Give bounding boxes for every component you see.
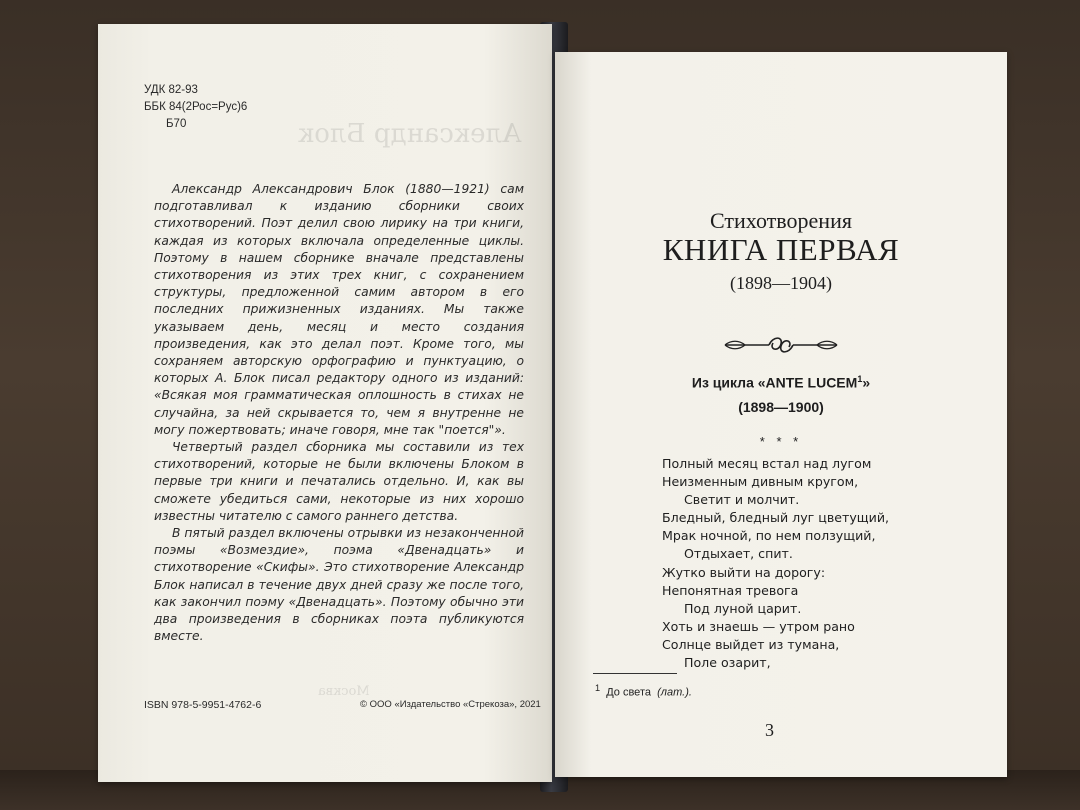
footnote-ref: 1 (857, 374, 863, 384)
footnote-mark: 1 (595, 683, 601, 693)
left-page: Александр Блок Москва УДК 82-93 ББК 84(2Рос=Рус)6 Б70 Александр Александрович Блок (1880—1921) сам подготавливал к изданию сборники своих стихотворений. Поэт делил свою лирику на три книги, каждая из которых включала определенные циклы. Поэтому в нашем сборнике вначале представлены стихотворения из этих трех книг, с сохранением структуры, предложенной самим автором в его последних прижизненных изданиях. Мы также указываем день, месяц и место создания произведения, как это делал поэт. Кроме того, мы сохраняем авторскую орфографию и пунктуацию, о которых А. Блок писал редактору одного из изданий: «Всякая моя грамматическая оплошность в стихах не случайна, за ней скрывается то, чем я внутренне не могу пожертвовать; иначе говоря, мне так "поется"». Четвертый раздел сборника мы составили из тех стихотворений, которые не были включены Блоком в первые три книги и печатались отдельно. И, как вы сможете убедиться сами, некоторые из них хорошо известны читателю с самого раннего детства. В пятый раздел включены отрывки из незаконченной поэмы «Возмездие», поэма «Двенадцать» и стихотворение «Скифы». Это стихотворение Александр Блок написал в течение двух дней сразу же после того, как закончил поэму «Двенадцать». Поэтому обычно эти два произведения в сборниках поэта публикуются вместе. ISBN 978-5-9951-4762-6 © ООО «Издательство «Стрекоза», 2021 (98, 24, 552, 782)
book-part-title: КНИГА ПЕРВАЯ (662, 232, 900, 267)
footnote (595, 683, 692, 699)
right-page (555, 52, 1007, 777)
poem-line: Неизменным дивным кругом, (662, 474, 859, 490)
isbn: ISBN 978-5-9951-4762-6 (144, 699, 262, 711)
page-number: 3 (765, 720, 774, 740)
footnote-language: (лат.). (657, 686, 692, 699)
book-title: Стихотворения (710, 208, 852, 233)
cycle-title-close: » (862, 374, 871, 391)
cycle-title-text: Из цикла «ANTE LUCEM (691, 374, 858, 391)
poem-line: Под луной царит. (684, 600, 802, 616)
poem-line: Поле озарит, (684, 655, 771, 671)
intro-paragraph: Александр Александрович Блок (1880—1921) сам подготавливал к изданию сборники своих стихотворений. Поэт делил свою лирику на три книги, каждая из которых включала определенные циклы. Поэтому в нашем сборнике вначале представлены стихотворения из этих трех книг, с сохранением структуры, предложенной самим автором в его последних прижизненных изданиях. Мы также указываем день, месяц и место создания произведения, как это делал поэт. Кроме того, мы сохраняем авторскую орфографию и пунктуацию, о которых А. Блок писал редактору одного из изданий: «Всякая моя грамматическая оплошность в стихах не случайна, за ней скрывается то, чем я внутренне не могу пожертвовать; иначе говоря, мне так "поется"». (154, 182, 524, 437)
book-years: (1898—1904) (730, 273, 832, 293)
copyright: © ООО «Издательство «Стрекоза», 2021 (360, 699, 541, 710)
asterism: * * * (759, 434, 803, 449)
poem-line: Отдыхает, спит. (684, 546, 793, 562)
poem-line: Светит и молчит. (684, 492, 800, 508)
poem-line: Хоть и знаешь — утром рано (662, 618, 855, 634)
intro-paragraph: Четвертый раздел сборника мы составили из тех стихотворений, которые не были включены Блоком в первые три книги и печатались отдельно. И, как вы сможете убедиться сами, некоторые из них хорошо известны читателю с самого раннего детства. (154, 440, 524, 523)
author-code: Б70 (166, 118, 187, 130)
cycle-title (555, 374, 1007, 391)
intro-paragraph: В пятый раздел включены отрывки из незаконченной поэмы «Возмездие», поэма «Двенадцать» и стихотворение «Скифы». Это стихотворение Александр Блок написал в течение двух дней сразу же после того, как закончил поэму «Двенадцать». Поэтому обычно эти два произведения в сборниках поэта публикуются вместе. (154, 526, 524, 644)
bibliographic-codes (144, 82, 247, 133)
cycle-years: (1898—1900) (738, 399, 824, 415)
poem-line: Непонятная тревога (662, 582, 799, 598)
udk-code: УДК 82-93 (144, 84, 198, 96)
poem-line: Жутко выйти на дорогу: (662, 564, 826, 580)
poem-line: Полный месяц встал над лугом (662, 456, 872, 471)
poem (662, 455, 889, 672)
footnote-text: До света (606, 686, 651, 699)
poem-line: Мрак ночной, по нем ползущий, (662, 528, 876, 544)
poem-line: Бледный, бледный луг цветущий, (662, 510, 890, 526)
bbk-code: ББК 84(2Рос=Рус)6 (144, 101, 248, 113)
flourish-ornament-icon (721, 332, 841, 358)
poem-line: Солнце выйдет из тумана, (662, 636, 840, 652)
footnote-rule (593, 673, 677, 674)
intro-text (154, 181, 524, 645)
